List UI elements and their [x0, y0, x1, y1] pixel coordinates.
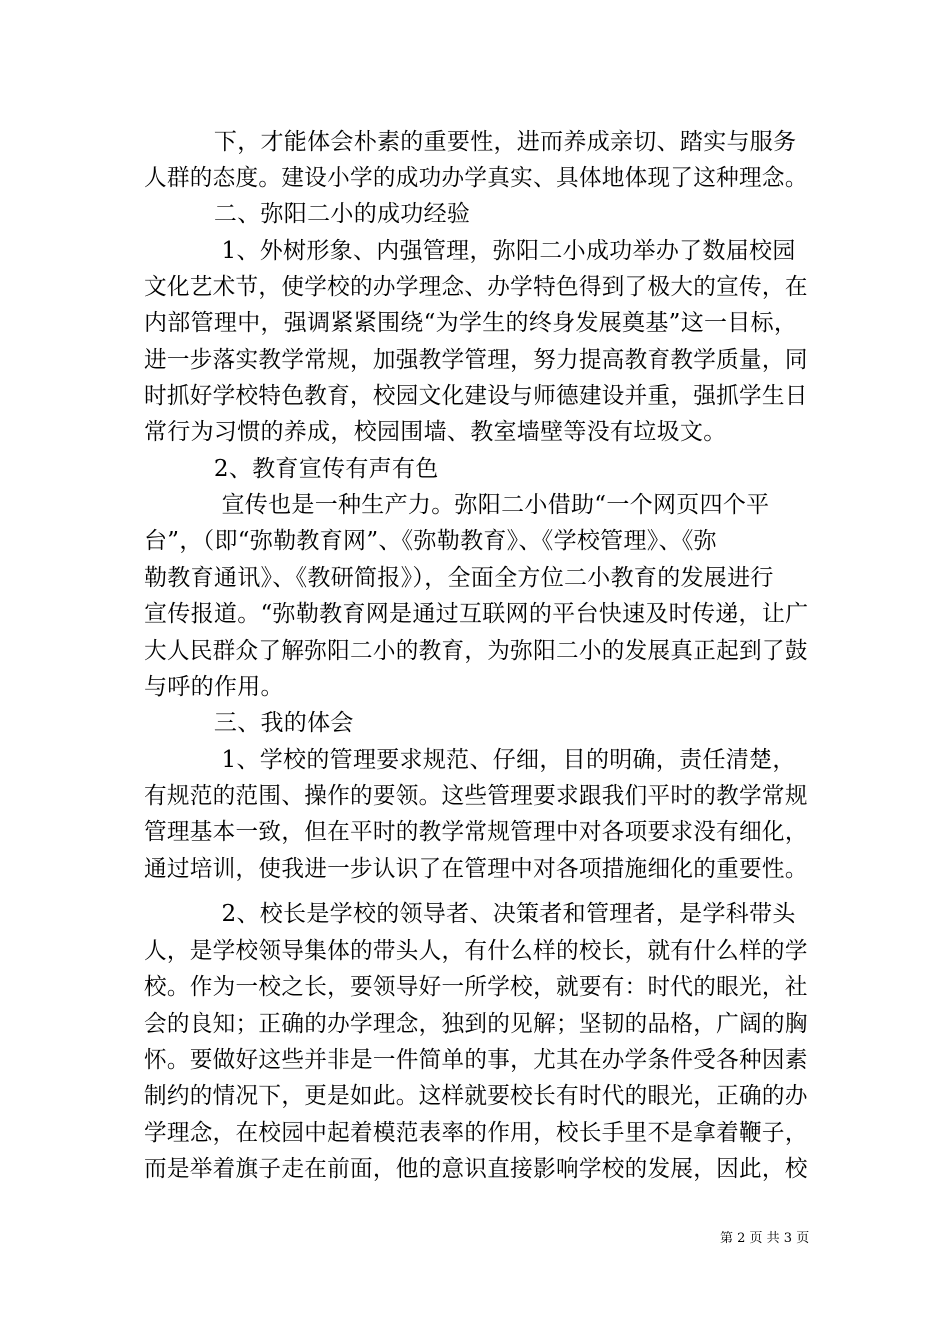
text-line: 与呼的作用。	[144, 674, 284, 700]
text-line: 有规范的范围、操作的要领。这些管理要求跟我们平时的教学常规	[144, 783, 808, 809]
text-line: 宣传也是一种生产力。弥阳二小借助“一个网页四个平	[144, 492, 770, 518]
text-line: 学理念，在校园中起着模范表率的作用，校长手里不是拿着鞭子，	[144, 1120, 808, 1146]
text-line: 内部管理中，强调紧紧围绕“为学生的终身发展奠基”这一目标，	[144, 310, 798, 336]
text-line: 制约的情况下，更是如此。这样就要校长有时代的眼光，正确的办	[144, 1083, 808, 1109]
text-line: 而是举着旗子走在前面，他的意识直接影响学校的发展，因此，校	[144, 1156, 808, 1182]
section-heading: 二、弥阳二小的成功经验	[144, 201, 471, 227]
text-line: 会的良知；正确的办学理念，独到的见解；坚韧的品格，广阔的胸	[144, 1011, 808, 1037]
text-line: 校。作为一校之长，要领导好一所学校，就要有：时代的眼光，社	[144, 974, 808, 1000]
text-line: 通过培训，使我进一步认识了在管理中对各项措施细化的重要性。	[144, 856, 808, 882]
text-line: 勒教育通讯》、《教研简报》），全面全方位二小教育的发展进行	[144, 565, 774, 591]
text-line: 管理基本一致，但在平时的教学常规管理中对各项要求没有细化，	[144, 819, 808, 845]
subsection-heading: 2、教育宣传有声有色	[144, 456, 439, 482]
text-line: 大人民群众了解弥阳二小的教育，为弥阳二小的发展真正起到了鼓	[144, 638, 808, 664]
text-line: 怀。要做好这些并非是一件简单的事，尤其在办学条件受各种因素	[144, 1047, 808, 1073]
text-line: 文化艺术节，使学校的办学理念、办学特色得到了极大的宣传，在	[144, 274, 808, 300]
text-line: 1、外树形象、内强管理，弥阳二小成功举办了数届校园	[144, 238, 796, 264]
text-line: 2、校长是学校的领导者、决策者和管理者，是学科带头	[144, 901, 796, 927]
text-line: 常行为习惯的养成，校园围墙、教室墙壁等没有垃圾文。	[144, 419, 727, 445]
text-line: 台”，（即“弥勒教育网”、《弥勒教育》、《学校管理》、《弥	[144, 528, 717, 554]
text-line: 人群的态度。建设小学的成功办学真实、具体地体现了这种理念。	[144, 165, 808, 191]
text-line: 1、学校的管理要求规范、仔细，目的明确，责任清楚，	[144, 747, 796, 773]
section-heading: 三、我的体会	[144, 710, 354, 736]
text-line: 宣传报道。“弥勒教育网是通过互联网的平台快速及时传递，让广	[144, 601, 809, 627]
page-number-footer: 第 2 页 共 3 页	[720, 1231, 810, 1246]
text-line: 进一步落实教学常规，加强教学管理，努力提高教育教学质量，同	[144, 347, 808, 373]
text-line: 时抓好学校特色教育，校园文化建设与师德建设并重，强抓学生日	[144, 383, 808, 409]
text-line: 下，才能体会朴素的重要性，进而养成亲切、踏实与服务	[144, 129, 797, 155]
text-line: 人，是学校领导集体的带头人，有什么样的校长，就有什么样的学	[144, 938, 808, 964]
